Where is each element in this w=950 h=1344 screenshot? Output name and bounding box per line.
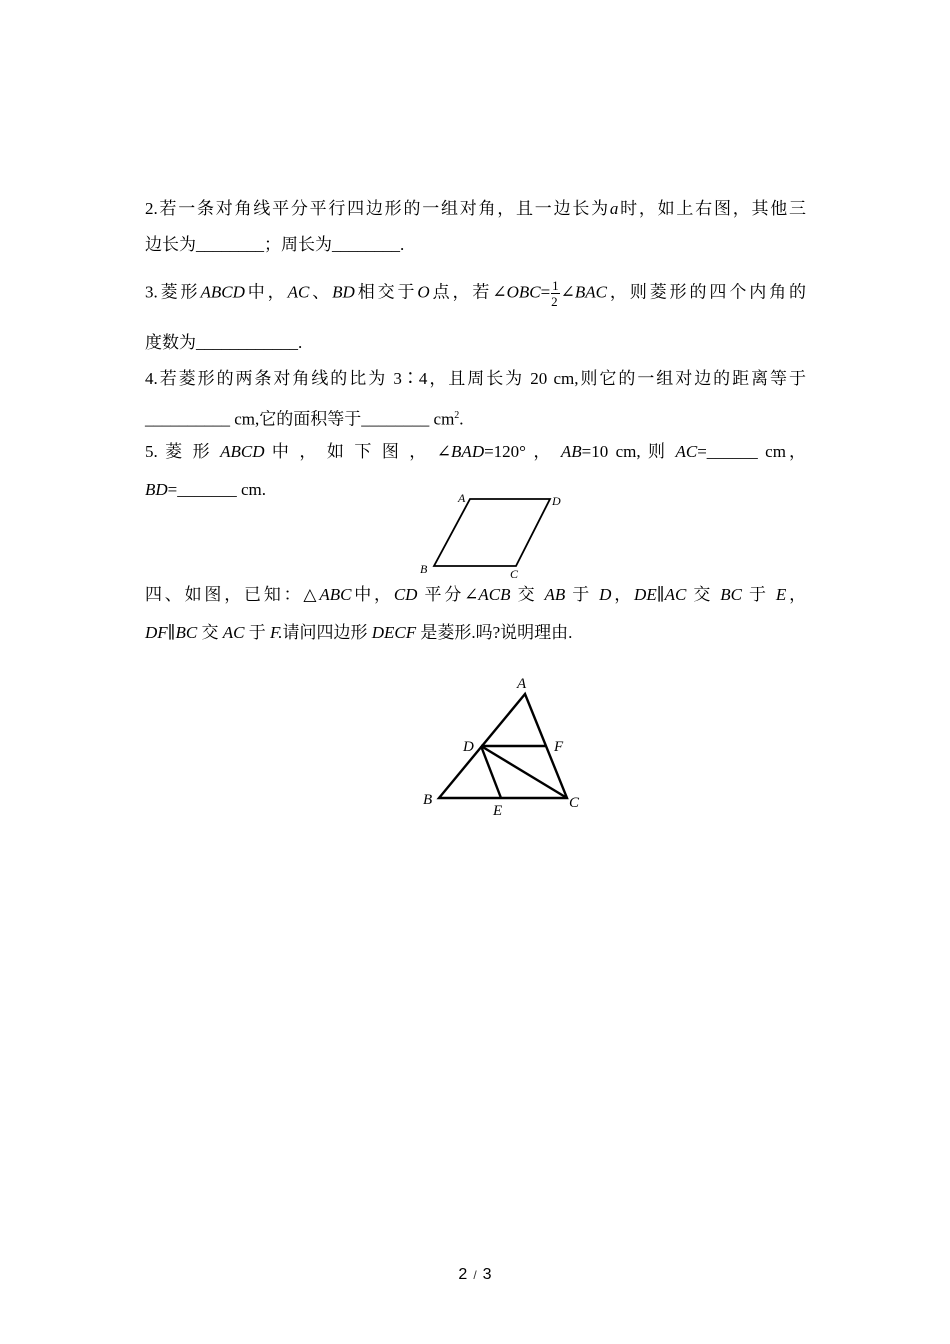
label-d: D	[463, 739, 474, 755]
q3-line2: 度数为____________.	[145, 333, 303, 352]
q4-line2: __________ cm,它的面积等于________ $cm^2$.	[145, 409, 464, 429]
label-e: E	[493, 803, 503, 819]
q5-line1: 5. 菱 形 ABCD 中 ， 如 下 图 ， ∠BAD=120° ， AB=10 cm, 则 AC=______ cm，	[145, 442, 807, 461]
label-a: A	[517, 676, 527, 692]
q-four-line2: DF∥BC 交 AC 于 F.请问四边形 DECF 是菱形.吗?说明理由.	[145, 623, 573, 642]
label-a: A	[458, 491, 466, 505]
triangle-figure	[415, 668, 595, 823]
segment-de	[481, 746, 501, 798]
q-four-line1: 四、如图，已知：△ABC中，CD 平分∠ACB 交 AB 于 D，DE∥AC 交 BC 于 E，	[145, 585, 807, 604]
label-b: B	[420, 562, 428, 576]
fraction-one-half: $\frac{1}{2}$	[551, 278, 559, 309]
label-d: D	[552, 494, 561, 508]
q2-line2: 边长为________；周长为________.	[145, 235, 405, 254]
q5-line2: BD=_______ cm.	[145, 480, 267, 499]
label-f: F	[554, 739, 564, 755]
rhombus-outline	[434, 499, 550, 566]
q2-line1: 2.若一条对角线平分平行四边形的一组对角，且一边长为a时，如上右图，其他三	[145, 199, 807, 218]
rhombus-figure	[410, 488, 570, 583]
q4-line1: 4.若菱形的两条对角线的比为 3∶4，且周长为 20 cm,则它的一组对边的距离等于	[145, 369, 806, 388]
q3-line1: 3.菱形ABCD中，AC、BD相交于O点，若∠OBC= $\frac{1}{2}$ ∠BAC，则菱形的四个内角的	[145, 278, 807, 309]
page-number: 2 / 3	[458, 1266, 492, 1283]
label-c: C	[510, 567, 519, 581]
label-c: C	[569, 795, 580, 811]
label-b: B	[423, 792, 433, 808]
